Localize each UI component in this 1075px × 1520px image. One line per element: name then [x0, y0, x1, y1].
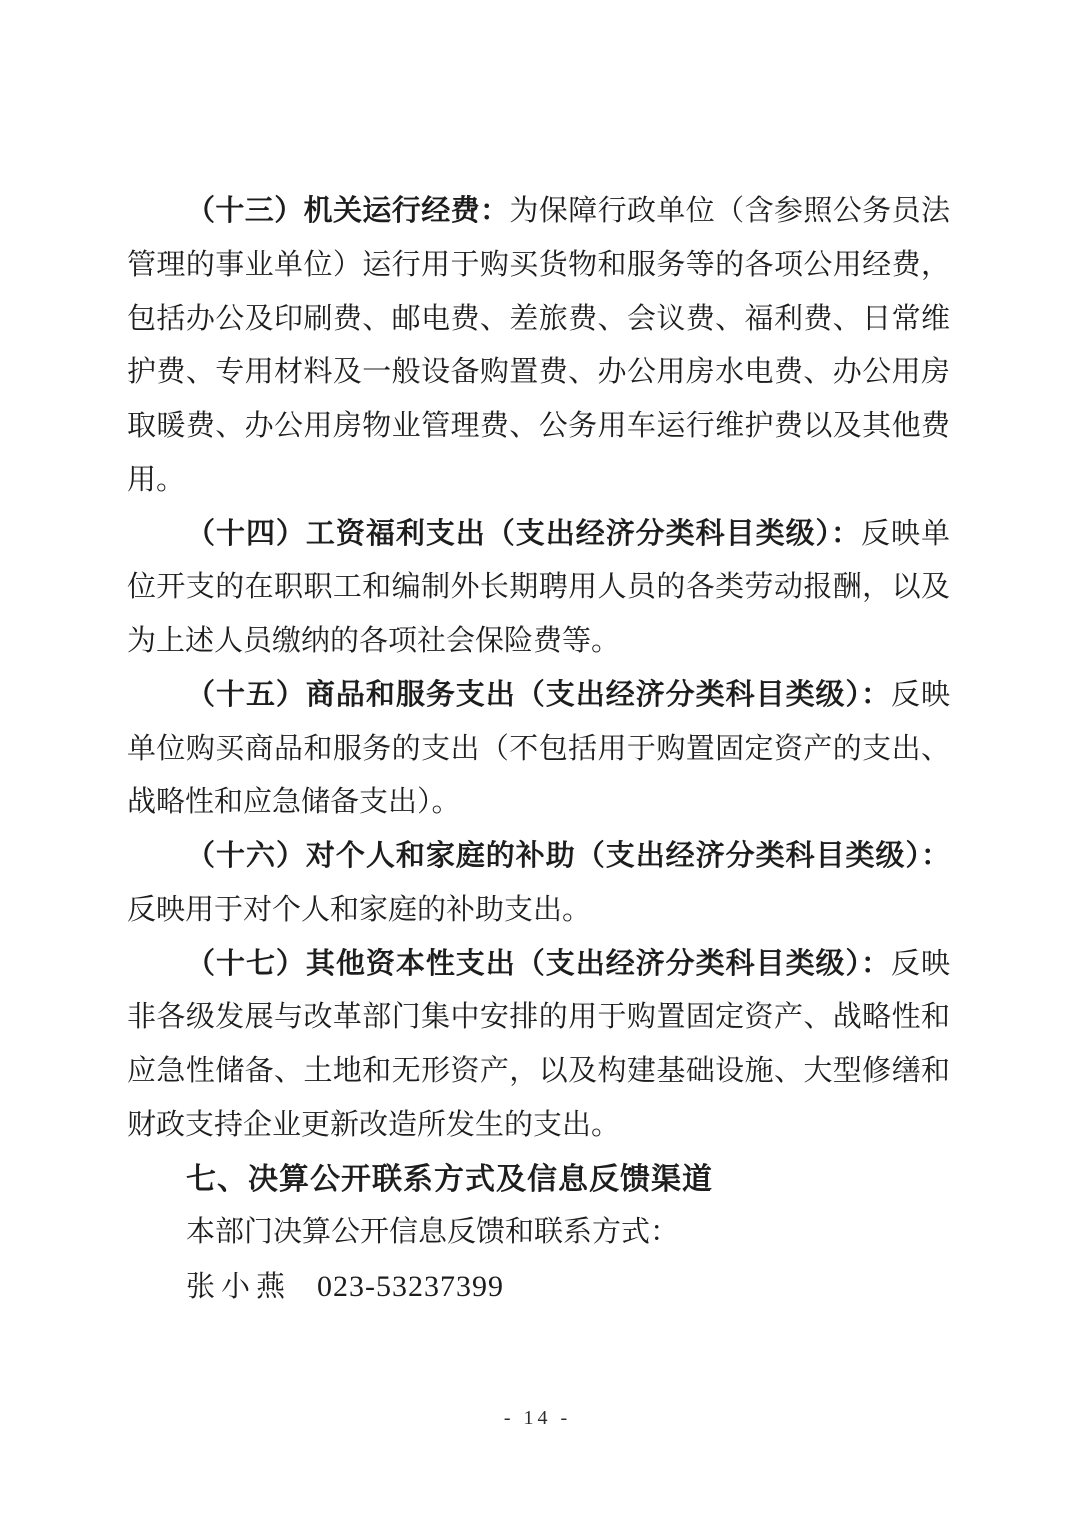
- paragraph-lead: （十七）其他资本性支出（支出经济分类科目类级）：: [186, 947, 891, 980]
- paragraph-text: 管理的事业单位）运行用于购买货物和服务等的各项公用经费，: [127, 248, 950, 281]
- paragraph-text: 反映单: [861, 517, 950, 550]
- document-line: [127, 776, 950, 830]
- contact-name: 张小燕: [186, 1271, 292, 1303]
- document-line: [127, 669, 950, 723]
- contact-line: [127, 1260, 950, 1314]
- page-number: - 14 -: [503, 1407, 572, 1429]
- paragraph-text: 反映: [891, 678, 950, 711]
- paragraph-text: 包括办公及印刷费、邮电费、差旅费、会议费、福利费、日常维: [127, 302, 950, 335]
- paragraph-lead: （十六）对个人和家庭的补助（支出经济分类科目类级）：: [186, 840, 950, 872]
- document-line: [127, 884, 950, 938]
- paragraph-text: 为保障行政单位（含参照公务员法: [509, 195, 950, 227]
- contact-intro-line: [127, 1206, 950, 1260]
- document-line: [127, 615, 950, 669]
- paragraph-text: 非各级发展与改革部门集中安排的用于购置固定资产、战略性和: [127, 1001, 950, 1034]
- section-heading: [127, 1153, 950, 1207]
- paragraph-text: 反映: [891, 947, 950, 980]
- paragraph-text: 护费、专用材料及一般设备购置费、办公用房水电费、办公用房: [127, 356, 950, 389]
- document-line: [127, 400, 950, 454]
- paragraph-text: 取暖费、办公用房物业管理费、公务用车运行维护费以及其他费: [127, 410, 950, 442]
- document-line: [127, 239, 950, 293]
- document-text-block: [127, 185, 950, 1314]
- paragraph-text: 单位购买商品和服务的支出（不包括用于购置固定资产的支出、: [127, 732, 950, 765]
- document-line: [127, 293, 950, 347]
- document-line: [127, 830, 950, 884]
- paragraph-text: 反映用于对个人和家庭的补助支出。: [127, 893, 592, 926]
- document-line: [127, 991, 950, 1045]
- paragraph-lead: （十三）机关运行经费：: [186, 195, 510, 227]
- document-line: [127, 346, 950, 400]
- paragraph-text: 财政支持企业更新改造所发生的支出。: [127, 1108, 621, 1141]
- paragraph-text: 战略性和应急储备支出）。: [127, 786, 461, 819]
- document-line: [127, 1045, 950, 1099]
- paragraph-lead: （十五）商品和服务支出（支出经济分类科目类级）：: [186, 678, 891, 711]
- paragraph-text: 位开支的在职职工和编制外长期聘用人员的各类劳动报酬，以及: [127, 571, 950, 604]
- document-line: [127, 938, 950, 992]
- contact-intro-text: 本部门决算公开信息反馈和联系方式：: [186, 1216, 680, 1249]
- document-line: [127, 508, 950, 562]
- document-line: [127, 561, 950, 615]
- document-line: [127, 185, 950, 239]
- document-line: [127, 723, 950, 777]
- paragraph-text: 为上述人员缴纳的各项社会保险费等。: [127, 625, 621, 657]
- paragraph-lead: （十四）工资福利支出（支出经济分类科目类级）：: [186, 517, 862, 550]
- paragraph-text: 应急性储备、土地和无形资产，以及构建基础设施、大型修缮和: [127, 1055, 950, 1087]
- paragraph-text: 用。: [127, 463, 186, 496]
- document-line: [127, 454, 950, 508]
- section-heading-text: 七、决算公开联系方式及信息反馈渠道: [186, 1162, 713, 1196]
- contact-phone: 023-53237399: [317, 1270, 505, 1303]
- document-line: [127, 1099, 950, 1153]
